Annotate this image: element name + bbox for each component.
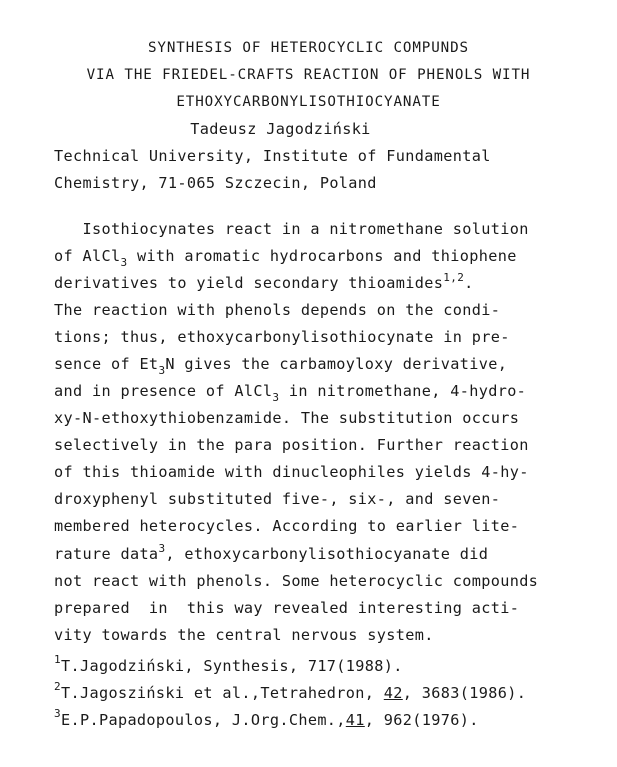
text: with aromatic hydrocarbons and thiophene <box>127 247 517 265</box>
body-line: prepared in this way revealed interesting acti- <box>54 599 520 617</box>
text: N gives the carbamoyloxy derivative, <box>165 355 508 373</box>
body-line: xy-N-ethoxythiobenzamide. The substitution occurs <box>54 409 520 427</box>
affiliation-line-2: Chemistry, 71-065 Szczecin, Poland <box>54 174 377 192</box>
title-line-1: SYNTHESIS OF HETEROCYCLIC COMPUNDS <box>147 40 469 56</box>
reference-text: E.P.Papadopoulos, J.Org.Chem., <box>60 711 346 729</box>
reference-text: T.Jagosziński et al.,Tetrahedron, <box>60 684 384 702</box>
subscript: 3 <box>120 256 128 269</box>
title-line-3: ETHOXYCARBONYLISOTHIOCYANATE <box>176 94 441 110</box>
body-line: of this thioamide with dinucleophiles yields 4-hy- <box>54 463 529 481</box>
subscript: 3 <box>158 364 166 377</box>
text: sence of Et <box>54 355 159 373</box>
reference-volume: 42 <box>383 684 403 702</box>
text: . <box>464 274 474 292</box>
reference-item <box>54 680 527 702</box>
affiliation-line-1: Technical University, Institute of Fundamental <box>54 147 491 165</box>
body-line <box>54 271 474 292</box>
reference-item <box>54 653 403 675</box>
text: derivatives to yield secondary thioamides <box>54 274 444 292</box>
reference-text: , 962(1976). <box>364 711 479 729</box>
title-line-2: VIA THE FRIEDEL-CRAFTS REACTION OF PHENOLS WITH <box>86 67 531 83</box>
body-line <box>54 247 517 269</box>
body-line: membered heterocycles. According to earlier lite- <box>54 517 520 535</box>
text: of AlCl <box>54 247 121 265</box>
subscript: 3 <box>272 391 280 404</box>
text: in nitromethane, 4-hydro- <box>279 382 527 400</box>
author-name: Tadeusz Jagodziński <box>190 120 371 138</box>
reference-text: T.Jagodziński, Synthesis, 717(1988). <box>60 657 403 675</box>
reference-number: 1 <box>54 653 61 666</box>
text: and in presence of AlCl <box>54 382 273 400</box>
body-line: selectively in the para position. Further reaction <box>54 436 529 454</box>
text: , ethoxycarbonylisothiocyanate did <box>165 545 489 563</box>
citation-superscript: 1,2 <box>443 271 465 284</box>
body-line <box>54 542 489 563</box>
reference-text: , 3683(1986). <box>402 684 527 702</box>
body-line: Isothiocynates react in a nitromethane solution <box>54 220 529 238</box>
reference-volume: 41 <box>345 711 365 729</box>
reference-item <box>54 707 479 729</box>
citation-superscript: 3 <box>158 542 166 555</box>
body-line: The reaction with phenols depends on the condi- <box>54 301 501 319</box>
body-line: droxyphenyl substituted five-, six-, and seven- <box>54 490 501 508</box>
body-line: not react with phenols. Some heterocyclic compounds <box>54 572 539 590</box>
body-line: tions; thus, ethoxycarbonylisothiocynate in pre- <box>54 328 510 346</box>
reference-number: 3 <box>54 707 61 720</box>
text: rature data <box>54 545 159 563</box>
body-line <box>54 382 527 404</box>
reference-number: 2 <box>54 680 61 693</box>
body-line: vity towards the central nervous system. <box>54 626 434 644</box>
body-line <box>54 355 508 377</box>
